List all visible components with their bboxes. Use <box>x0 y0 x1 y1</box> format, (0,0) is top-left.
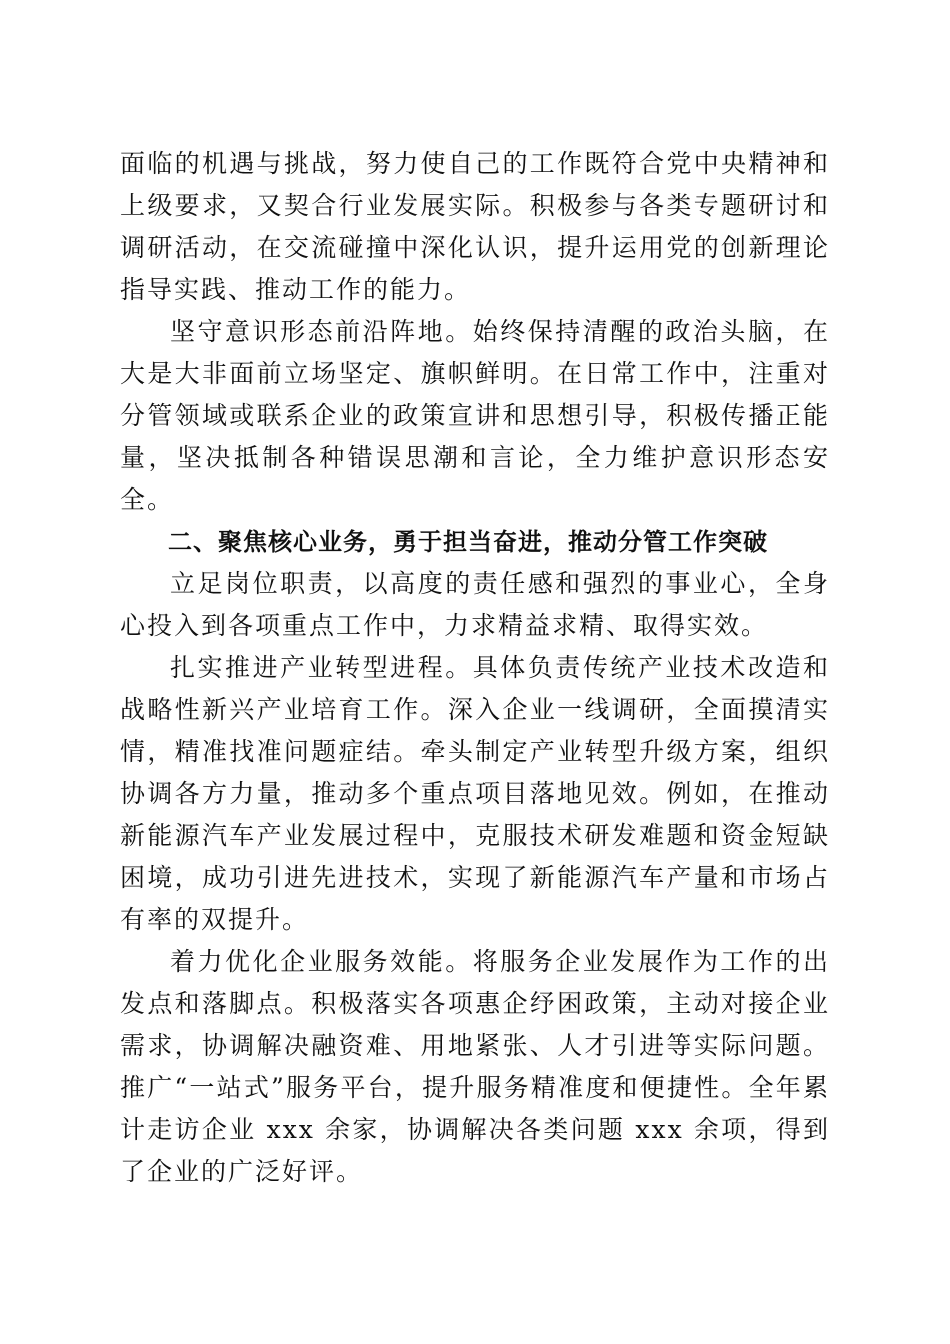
section-heading-2: 二、聚焦核心业务，勇于担当奋进，推动分管工作突破 <box>168 528 768 556</box>
paragraph-ideology-frontline: 坚守意识形态前沿阵地。始终保持清醒的政治头脑，在大是大非面前立场坚定、旗帜鲜明。在日常工作中，注重对分管领域或联系企业的政策宣讲和思想引导，积极传播正能量，坚决抵制各种错误思潮和言论，全力维护意识形态安全。 <box>120 317 830 514</box>
document-body <box>120 143 830 1193</box>
paragraph-industry-transformation: 扎实推进产业转型进程。具体负责传统产业技术改造和战略性新兴产业培育工作。深入企业一线调研，全面摸清实情，精准找准问题症结。牵头制定产业转型升级方案，组织协调各方力量，推动多个重点项目落地见效。例如，在推动新能源汽车产业发展过程中，克服技术研发难题和资金短缺困境，成功引进先进技术，实现了新能源汽车产量和市场占有率的双提升。 <box>120 653 830 934</box>
paragraph-duty-intro: 立足岗位职责，以高度的责任感和强烈的事业心，全身心投入到各项重点工作中，力求精益求精、取得实效。 <box>120 569 830 640</box>
paragraph-theory-application: 面临的机遇与挑战，努力使自己的工作既符合党中央精神和上级要求，又契合行业发展实际。积极参与各类专题研讨和调研活动，在交流碰撞中深化认识，提升运用党的创新理论指导实践、推动工作的能力。 <box>120 149 830 304</box>
paragraph-enterprise-service: 着力优化企业服务效能。将服务企业发展作为工作的出发点和落脚点。积极落实各项惠企纾困政策，主动对接企业需求，协调解决融资难、用地紧张、人才引进等实际问题。推广“一站式”服务平台，提升服务精准度和便捷性。全年累计走访企业 xxx 余家，协调解决各类问题 xxx 余项，得到了企业的广泛好评。 <box>120 947 830 1186</box>
